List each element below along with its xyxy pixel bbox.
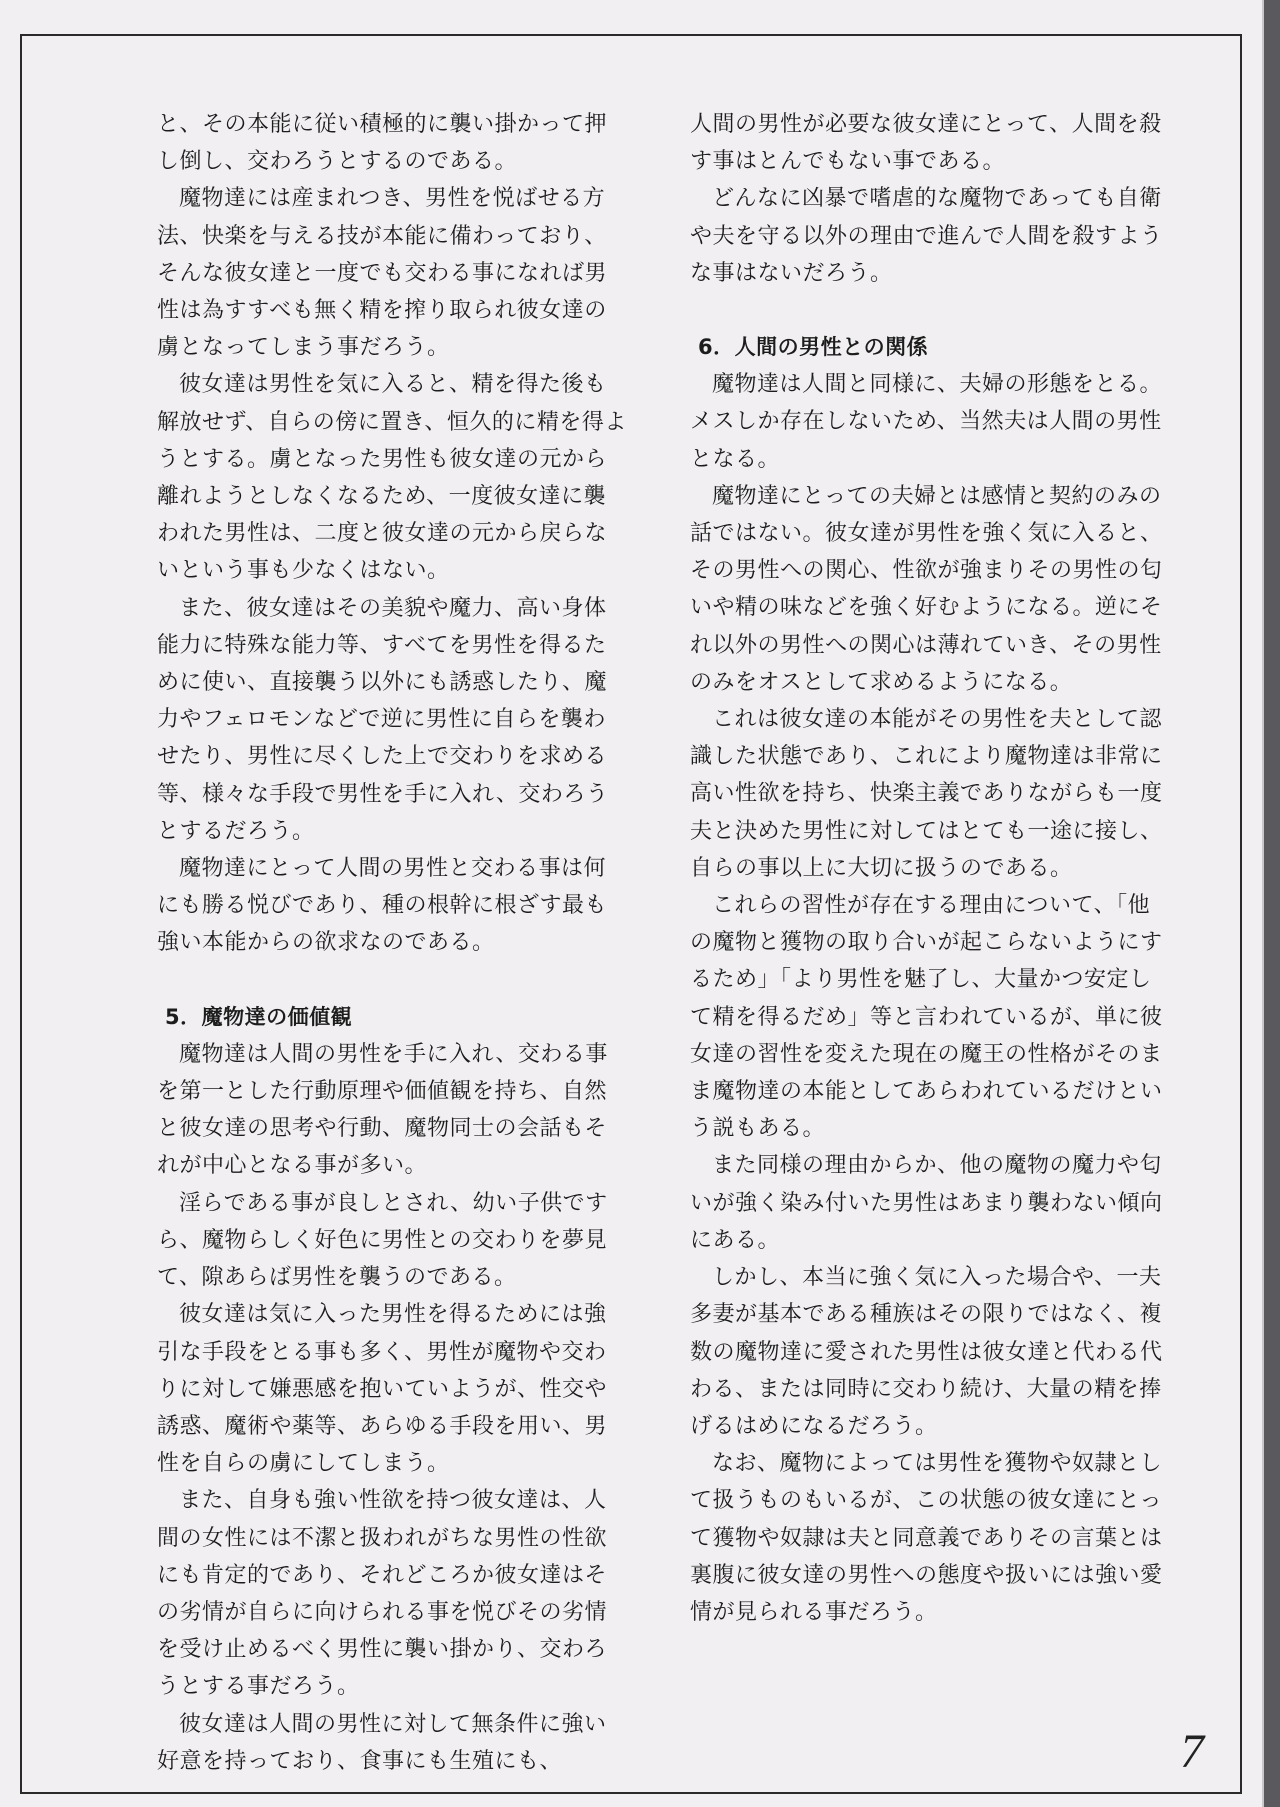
section-heading: 6．人間の男性との関係 <box>698 335 929 360</box>
section-gap <box>690 292 1166 329</box>
paragraph: 魔物達にとって人間の男性と交わる事は何にも勝る悦びであり、種の根幹に根ざす最も強い本能からの欲求なのである。 <box>157 856 608 956</box>
paragraph: これらの習性が存在する理由について、「他の魔物と獲物の取り合いが起こらないようにするため」「より男性を魅了し、大量かつ安定して精を得るだめ」等と言われているが、単に彼女達の習性を変えた現在の魔王の性格がそのまま魔物達の本能としてあらわれているだけという説もある。 <box>690 893 1163 1142</box>
paragraph: 魔物達にとっての夫婦とは感情と契約のみの話ではない。彼女達が男性を強く気に入ると、その男性への関心、性欲が強まりその男性の匂いや精の味などを強く好むようになる。逆にそれ以外の男性への関心は薄れていき、その男性のみをオスとして求めるようになる。 <box>690 483 1163 695</box>
left-column <box>157 106 627 1780</box>
paragraph: 魔物達には産まれつき、男性を悦ばせる方法、快楽を与える技が本能に備わっており、そんな彼女達と一度でも交わる事になれば男性は為すすべも無く精を搾り取られ彼女達の虜となってしまう事だろう。 <box>157 186 608 361</box>
paragraph: なお、魔物によっては男性を獲物や奴隷として扱うものもいるが、この状態の彼女達にとって獲物や奴隷は夫と同意義でありその言葉とは裏腹に彼女達の男性への態度や扱いには強い愛情が見られる事だろう。 <box>690 1451 1163 1625</box>
paragraph: また、自身も強い性欲を持つ彼女達は、人間の女性には不潔と扱われがちな男性の性欲にも肯定的であり、それどころか彼女達はその劣情が自らに向けられる事を悦びその劣情を受け止めるべく男性に襲い掛かり、交わろうとする事だろう。 <box>157 1488 608 1700</box>
paragraph: 人間の男性が必要な彼女達にとって、人間を殺す事はとんでもない事である。 <box>690 112 1162 175</box>
paragraph: どんなに凶暴で嗜虐的な魔物であっても自衛や夫を守る以外の理由で進んで人間を殺すような事はないだろう。 <box>690 186 1163 286</box>
paragraph: しかし、本当に強く気に入った場合や、一夫多妻が基本である種族はその限りではなく、複数の魔物達に愛された男性は彼女達と代わる代わる、または同時に交わり続け、大量の精を捧げるはめになるだろう。 <box>690 1265 1163 1439</box>
paragraph: 彼女達は人間の男性に対して無条件に強い好意を持っており、食事にも生殖にも、 <box>157 1711 607 1774</box>
paragraph: また同様の理由からか、他の魔物の魔力や匂いが強く染み付いた男性はあまり襲わない傾向にある。 <box>690 1153 1163 1253</box>
section-heading: 5．魔物達の価値観 <box>165 1004 353 1029</box>
paragraph: 魔物達は人間の男性を手に入れ、交わる事を第一とした行動原理や価値観を持ち、自然と彼女達の思考や行動、魔物同士の会話もそれが中心となる事が多い。 <box>157 1041 608 1179</box>
right-column <box>690 106 1166 1631</box>
paragraph: これは彼女達の本能がその男性を夫として認識した状態であり、これにより魔物達は非常に高い性欲を持ち、快楽主義でありながらも一度夫と決めた男性に対してはとても一途に接し、自らの事以上に大切に扱うのである。 <box>690 707 1163 881</box>
paragraph: 彼女達は気に入った男性を得るためには強引な手段をとる事も多く、男性が魔物や交わりに対して嫌悪感を抱いていようが、性交や誘惑、魔術や薬等、あらゆる手段を用い、男性を自らの虜にしてしまう。 <box>157 1302 608 1477</box>
section-gap <box>157 962 627 999</box>
paragraph: と、その本能に従い積極的に襲い掛かって押し倒し、交わろうとするのである。 <box>157 112 608 175</box>
paragraph: 淫らである事が良しとされ、幼い子供ですら、魔物らしく好色に男性との交わりを夢見て、隙あらば男性を襲うのである。 <box>157 1190 608 1291</box>
paragraph: また、彼女達はその美貌や魔力、高い身体能力に特殊な能力等、すべてを男性を得るために使い、直接襲う以外にも誘惑したり、魔力やフェロモンなどで逆に男性に自らを襲わせたり、男性に尽くした上で交わりを求める等、様々な手段で男性を手に入れ、交わろうとするだろう。 <box>157 595 609 844</box>
paragraph: 魔物達は人間と同様に、夫婦の形態をとる。メスしか存在しないため、当然夫は人間の男性となる。 <box>690 372 1163 472</box>
page-number: 7 <box>1180 1725 1204 1778</box>
paragraph: 彼女達は男性を気に入ると、精を得た後も解放せず、自らの傍に置き、恒久的に精を得ようとする。虜となった男性も彼女達の元から離れようとしなくなるため、一度彼女達に襲われた男性は、二度と彼女達の元から戻らないという事も少なくはない。 <box>157 372 627 584</box>
